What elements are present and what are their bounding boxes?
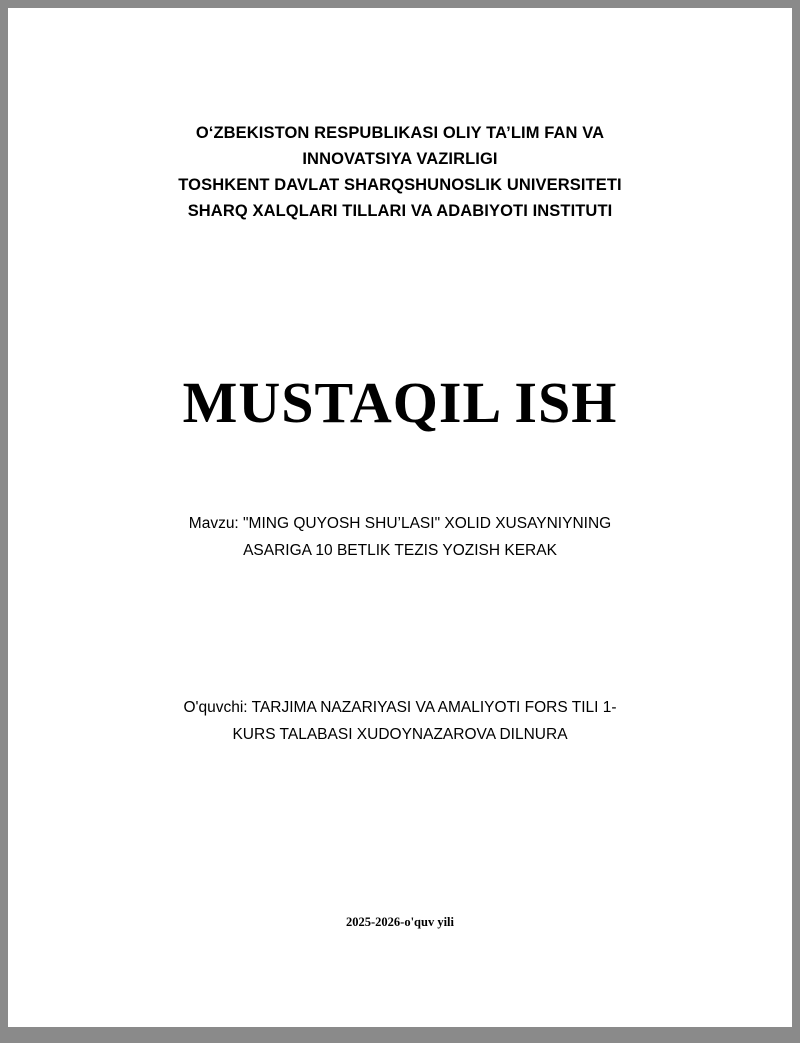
subject-line-2: ASARIGA 10 BETLIK TEZIS YOZISH KERAK xyxy=(243,542,557,559)
academic-year-block xyxy=(8,913,792,931)
institution-header xyxy=(108,120,692,224)
institution-line-4: SHARQ XALQLARI TILLARI VA ADABIYOTI INSTITUTI xyxy=(187,202,613,220)
subject-block xyxy=(108,510,692,564)
institution-line-1: O‘ZBEKISTON RESPUBLIKASI OLIY TA’LIM FAN VA xyxy=(195,124,605,142)
page-title: MUSTAQIL ISH xyxy=(182,370,618,435)
author-line-2: KURS TALABASI XUDOYNAZAROVA DILNURA xyxy=(232,726,568,743)
academic-year-text: 2025-2026-o'quv yili xyxy=(346,915,454,929)
author-line-1: O'quvchi: TARJIMA NAZARIYASI VA AMALIYOTI FORS TILI 1- xyxy=(183,699,617,716)
subject-line-1: Mavzu: "MING QUYOSH SHU’LASI" XOLID XUSAYNIYNING xyxy=(188,515,612,532)
title-page-content xyxy=(8,8,792,748)
author-block xyxy=(108,694,692,748)
document-page xyxy=(8,8,792,1027)
institution-line-2: INNOVATSIYA VAZIRLIGI xyxy=(302,150,498,168)
institution-line-3: TOSHKENT DAVLAT SHARQSHUNOSLIK UNIVERSITETI xyxy=(178,176,622,194)
